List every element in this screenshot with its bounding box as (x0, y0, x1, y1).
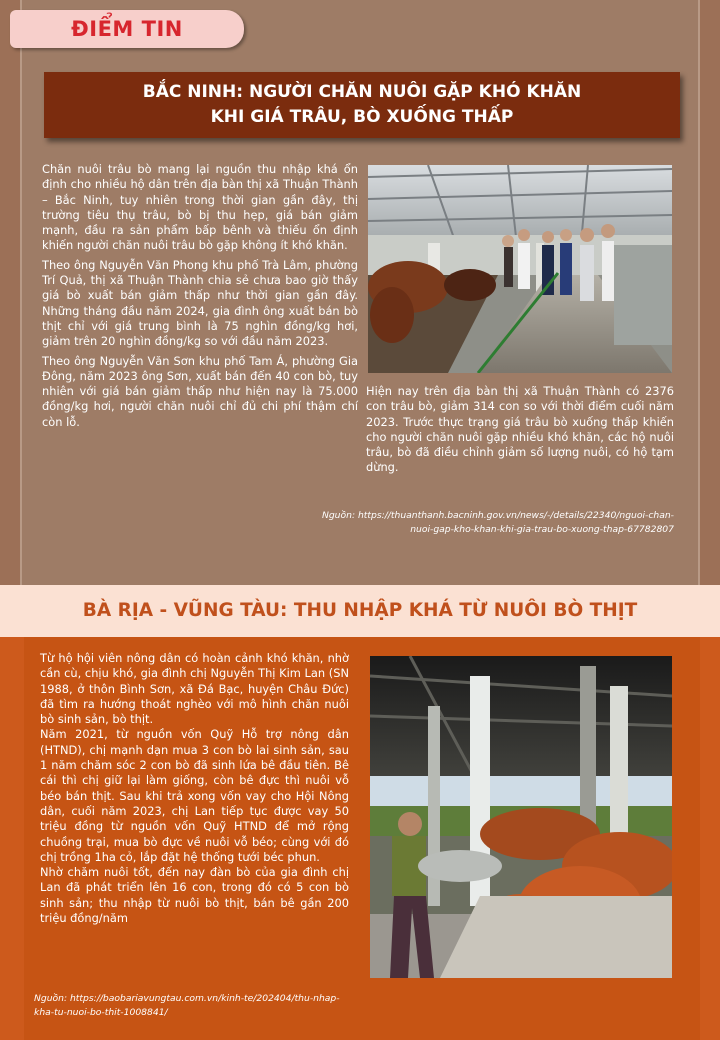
article1-paragraph: Theo ông Nguyễn Văn Sơn khu phố Tam Á, phường Gia Đông, năm 2023 ông Sơn, xuất bán đến 40 con bò, tuy nhiên với giá bán giảm thấp như hiện nay là 75.000 đồng/kg hơi, người chăn nuôi chỉ đủ chi phí thậm chí còn lỗ. (42, 353, 358, 429)
article1-paragraph: Chăn nuôi trâu bò mang lại nguồn thu nhập khá ổn định cho nhiều hộ dân trên địa bàn thị xã Thuận Thành – Bắc Ninh, tuy nhiên trong thời gian gần đây, thị trường tiêu thụ trâu, bò bị thu hẹp, giá bán giảm mạnh, đầu ra sản phẩm bấp bênh và thiếu ổn định khiến người chăn nuôi trâu bò gặp không ít khó khăn. (42, 162, 358, 253)
article2-section (0, 585, 720, 1040)
article2-body (40, 651, 349, 926)
article1-source-line2[interactable]: nuoi-gap-kho-khan-khi-gia-trau-bo-xuong-thap-67782807 (410, 524, 674, 535)
article1-paragraph: Theo ông Nguyễn Văn Phong khu phố Trà Lâm, phường Trí Quả, thị xã Thuận Thành chia sẻ chưa bao giờ thấy giá bò xuất bán giảm thấp như thời gian gần đây. Những tháng đầu năm 2024, gia đình ông xuất bán bò thịt chỉ với giá trung bình là 75 nghìn đồng/kg hơi, giảm trên 20 nghìn đồng/kg so với đầu năm 2023. (42, 257, 358, 349)
section-tag: ĐIỂM TIN (10, 10, 244, 48)
article2-paragraph: Từ hộ hội viên nông dân có hoàn cảnh khó khăn, nhờ cần cù, chịu khó, gia đình chị Nguyễn Thị Kim Lan (SN 1988, ở thôn Bình Sơn, xã Đá Bạc, huyện Châu Đức) đã tìm ra hướng thoát nghèo với mô hình chăn nuôi bò sinh sản, bò thịt. (40, 651, 349, 727)
article1-source-line1[interactable]: Nguồn: https://thuanthanh.bacninh.gov.vn/news/-/details/22340/nguoi-chan- (321, 510, 674, 521)
article1-body (42, 162, 358, 434)
article1-title-line1: BẮC NINH: NGƯỜI CHĂN NUÔI GẶP KHÓ KHĂN (142, 82, 582, 102)
article2-source (34, 992, 394, 1020)
article2-source-line2[interactable]: kha-tu-nuoi-bo-thit-1008841/ (34, 1007, 168, 1018)
article2-paragraph: Năm 2021, từ nguồn vốn Quỹ Hỗ trợ nông dân (HTND), chị mạnh dạn mua 3 con bò lai sinh sản, sau 1 năm chăm sóc 2 con bò đã sinh lứa bê đầu tiên. Bê cái thì chị giữ lại làm giống, còn bê đực thì nuôi vỗ béo bán thịt. Sau khi trả xong vốn vay cho Hội Nông dân, cuối năm 2023, chị Lan tiếp tục được vay 50 triệu đồng từ nguồn vốn Quỹ HTND để mở rộng chuồng trại, mua bò đực về nuôi vỗ béo; cùng với đó chị trồng 1ha cỏ, lắp đặt hệ thống tưới béc phun. (40, 727, 349, 864)
article2-source-line1[interactable]: Nguồn: https://baobariavungtau.com.vn/kinh-te/202404/thu-nhap- (34, 993, 340, 1004)
article1-title (44, 72, 680, 138)
article1-photo-caption: Hiện nay trên địa bàn thị xã Thuận Thành có 2376 con trâu bò, giảm 314 con so với thời điểm cuối năm 2023. Trước thực trạng giá trâu bò xuống thấp khiến cho người chăn nuôi gặp nhiều khó khăn, các hộ nuôi trâu, bò đã điều chỉnh giảm số lượng nuôi, có hộ tạm dừng. (366, 384, 674, 475)
article1-source (250, 509, 674, 537)
barn-cattle-inspection-photo (368, 165, 672, 373)
article1-title-line2: KHI GIÁ TRÂU, BÒ XUỐNG THẤP (210, 107, 514, 127)
article2-paragraph: Nhờ chăm nuôi tốt, đến nay đàn bò của gia đình chị Lan đã phát triển lên 16 con, trong đó có 5 con bò sinh sản; thu nhập từ nuôi bò thịt, bán bê gần 200 triệu đồng/năm (40, 865, 349, 926)
woman-feeding-cattle-photo (370, 656, 672, 978)
article2-title: BÀ RỊA - VŨNG TÀU: THU NHẬP KHÁ TỪ NUÔI BÒ THỊT (82, 600, 638, 621)
